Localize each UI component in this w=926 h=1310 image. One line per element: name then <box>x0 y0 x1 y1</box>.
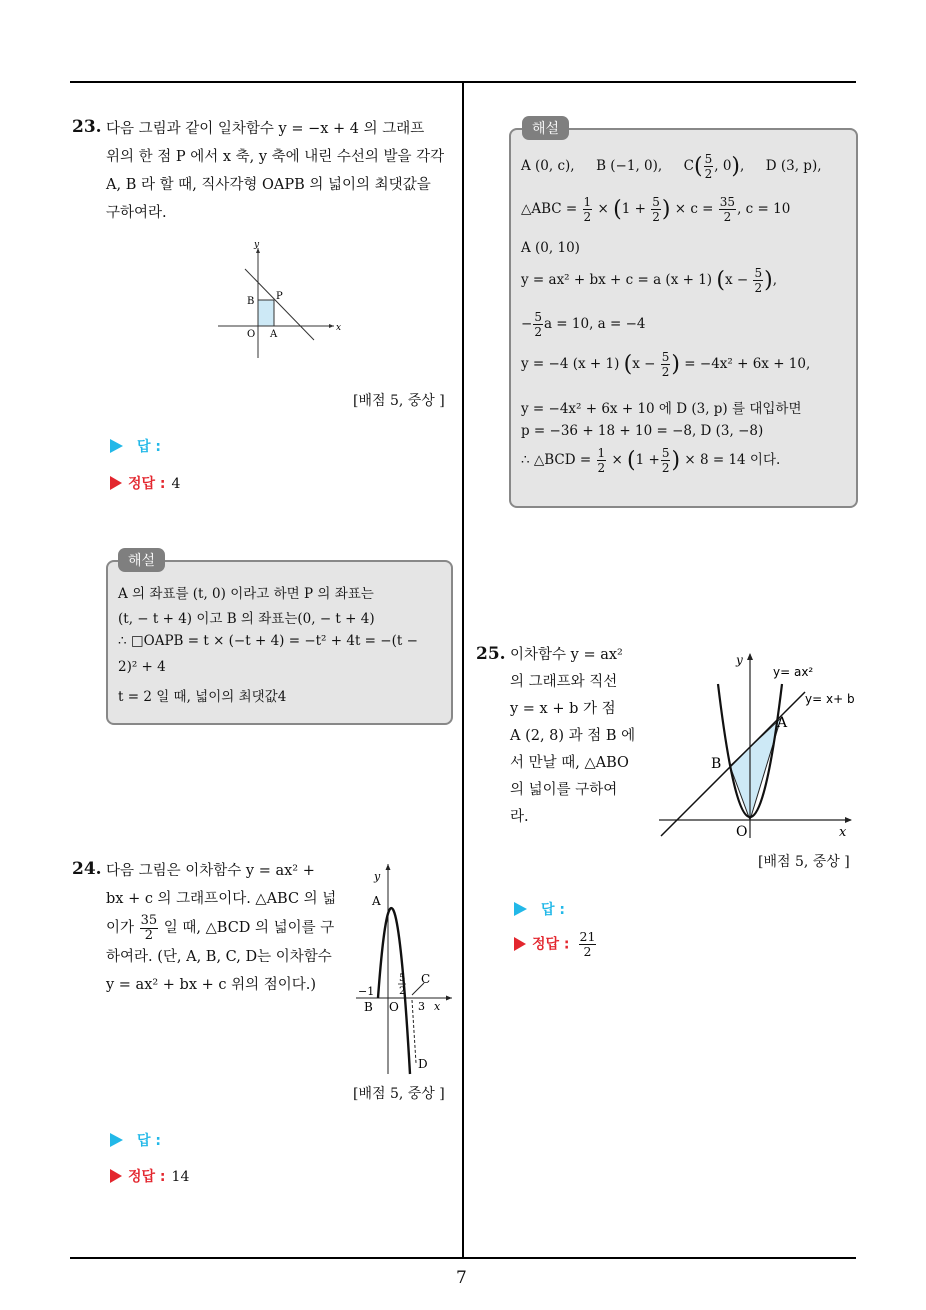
q23-text <box>106 115 456 227</box>
q24-text-line: y = ax² + bx + c 위의 점이다.) <box>106 977 317 993</box>
q24-text <box>106 857 341 999</box>
q24-solution-line-6: y = −4 (x + 1) (x − $\frac{5}{2}$ ) = −4x² + 6x + 10, <box>521 350 811 379</box>
page-number: 7 <box>456 1268 467 1288</box>
fig-label: 3 <box>418 1000 425 1013</box>
q25-number: 25. <box>476 644 506 664</box>
q24-solution-line-1: A (0, c), B (−1, 0), C( $\frac{5}{2}$ , 0), D (3, p), <box>521 152 822 181</box>
fig-label: −1 <box>358 985 375 998</box>
outline-triangle-icon <box>514 937 526 951</box>
play-icon <box>110 1133 123 1147</box>
q25-text-line: 이차함수 y = ax² <box>510 647 623 663</box>
fig-label: A <box>270 329 278 340</box>
fig-label: D <box>418 1057 428 1071</box>
q24-correct-answer: 정답 : 14 <box>110 1166 189 1186</box>
q25-figure <box>655 648 855 842</box>
fig-label: C <box>421 972 431 986</box>
q24-answer[interactable]: 답 : <box>110 1130 161 1150</box>
q25-text-line: 의 넓이를 구하여 <box>510 782 618 798</box>
q25-text-line: 서 만날 때, △ABO <box>510 755 629 771</box>
q23-solution-line: (t, − t + 4) 이고 B 의 좌표는(0, − t + 4) <box>118 611 375 627</box>
q25-text-line: 의 그래프와 직선 <box>510 674 618 690</box>
q25-score: [배점 5, 중상 ] <box>758 854 850 870</box>
q23-text-line: 구하여라. <box>106 205 167 221</box>
q24-text-line: 하여라. (단, A, B, C, D는 이차함수 <box>106 949 332 965</box>
q25-correct-answer: 정답 : $\frac{21}{2}$ <box>514 930 597 959</box>
q25-correct-den: 2 <box>583 944 592 959</box>
q23-text-line: A, B 라 할 때, 직사각형 OAPB 의 넓이의 최댓값을 <box>106 177 431 193</box>
q24-text-line-frac: 이가 $\frac{35}{2}$ 일 때, △BCD 의 넓이를 구 <box>106 912 335 943</box>
line-y-minus-x-plus-4 <box>245 269 314 340</box>
fig-label: 5 <box>399 973 406 984</box>
outline-triangle-icon <box>110 476 122 490</box>
play-icon <box>514 902 527 916</box>
fig-label: 2 <box>399 986 406 997</box>
fig-label: O <box>736 824 748 840</box>
q23-solution-line: A 의 좌표를 (t, 0) 이라고 하면 P 의 좌표는 <box>118 586 374 602</box>
q23-text-line: 다음 그림과 같이 일차함수 y = −x + 4 의 그래프 <box>106 121 425 137</box>
fig-label: O <box>247 329 256 340</box>
q24-solution-tag: 해설 <box>522 116 569 140</box>
q24-solution-line-8: p = −36 + 18 + 10 = −8, D (3, −8) <box>521 423 764 439</box>
bottom-rule <box>70 1257 856 1259</box>
fig-label: B <box>711 756 722 772</box>
rectangle-oapb <box>258 300 274 326</box>
fig-label: y= ax² <box>773 665 814 679</box>
q25-text <box>510 642 645 831</box>
fig-label: P <box>276 291 283 302</box>
line-y-x-plus-b <box>661 692 805 836</box>
q25-correct-num: 21 <box>579 929 596 944</box>
q23-solution-tag: 해설 <box>118 548 165 572</box>
q24-solution-line-5: − $\frac{5}{2}$ a = 10, a = −4 <box>521 310 646 339</box>
fig-label: A <box>777 715 788 731</box>
q24-number: 24. <box>72 859 102 879</box>
outline-triangle-icon <box>110 1169 122 1183</box>
q25-text-line: 라. <box>510 809 529 825</box>
q23-text-line: 위의 한 점 P 에서 x 축, y 축에 내린 수선의 발을 각각 <box>106 149 445 165</box>
fig-label: B <box>364 1000 373 1014</box>
q23-solution-line: ∴ □OAPB = t × (−t + 4) = −t² + 4t = −(t − <box>118 633 418 649</box>
q23-answer[interactable]: 답 : <box>110 436 161 456</box>
q23-correct-answer: 정답 : 4 <box>110 473 180 493</box>
q23-score: [배점 5, 중상 ] <box>353 393 445 409</box>
play-icon <box>110 439 123 453</box>
q24-solution-line-4: y = ax² + bx + c = a (x + 1) (x − $\frac{5}{2}$ ), <box>521 266 778 295</box>
q24-solution-line-3: A (0, 10) <box>521 240 580 256</box>
q23-solution-line: 2)² + 4 <box>118 659 166 675</box>
q24-solution-line-2: △ABC = $\frac{1}{2}$ × (1 + $\frac{5}{2}$ ) × c = $\frac{35}{2}$ , c = 10 <box>521 195 791 224</box>
q23-solution-line: t = 2 일 때, 넓이의 최댓값4 <box>118 689 287 705</box>
q24-score: [배점 5, 중상 ] <box>353 1086 445 1102</box>
triangle-abo <box>730 718 781 820</box>
q24-solution-line-9: ∴ △BCD = $\frac{1}{2}$ × (1 + $\frac{5}{2}$ ) × 8 = 14 이다. <box>521 446 781 475</box>
fig-label: x <box>434 1000 441 1013</box>
q25-answer[interactable]: 답 : <box>514 899 565 919</box>
q24-solution-line-7: y = −4x² + 6x + 10 에 D (3, p) 를 대입하면 <box>521 401 802 417</box>
q23-correct-value: 4 <box>171 476 181 492</box>
fig-label: y <box>254 240 260 250</box>
fig-label: A <box>372 894 381 908</box>
q25-text-line: A (2, 8) 과 점 B 에 <box>510 728 636 744</box>
column-divider <box>462 83 464 1259</box>
dashed-drop-d <box>412 1000 416 1063</box>
fig-label: B <box>247 296 255 307</box>
q23-figure <box>210 236 350 362</box>
q23-number: 23. <box>72 117 102 137</box>
fig-label: x <box>336 323 342 333</box>
q24-text-line: 다음 그림은 이차함수 y = ax² + <box>106 863 315 879</box>
q24-figure <box>352 858 456 1078</box>
fig-label: y <box>736 653 743 667</box>
fig-label: y= x+ b <box>805 692 855 706</box>
fig-label: O <box>389 1000 399 1014</box>
fig-label: y <box>374 870 381 883</box>
q24-text-line: bx + c 의 그래프이다. △ABC 의 넓 <box>106 891 337 907</box>
q24-correct-value: 14 <box>171 1169 190 1185</box>
fig-label: x <box>839 825 847 840</box>
q25-text-line: y = x + b 가 점 <box>510 701 616 717</box>
